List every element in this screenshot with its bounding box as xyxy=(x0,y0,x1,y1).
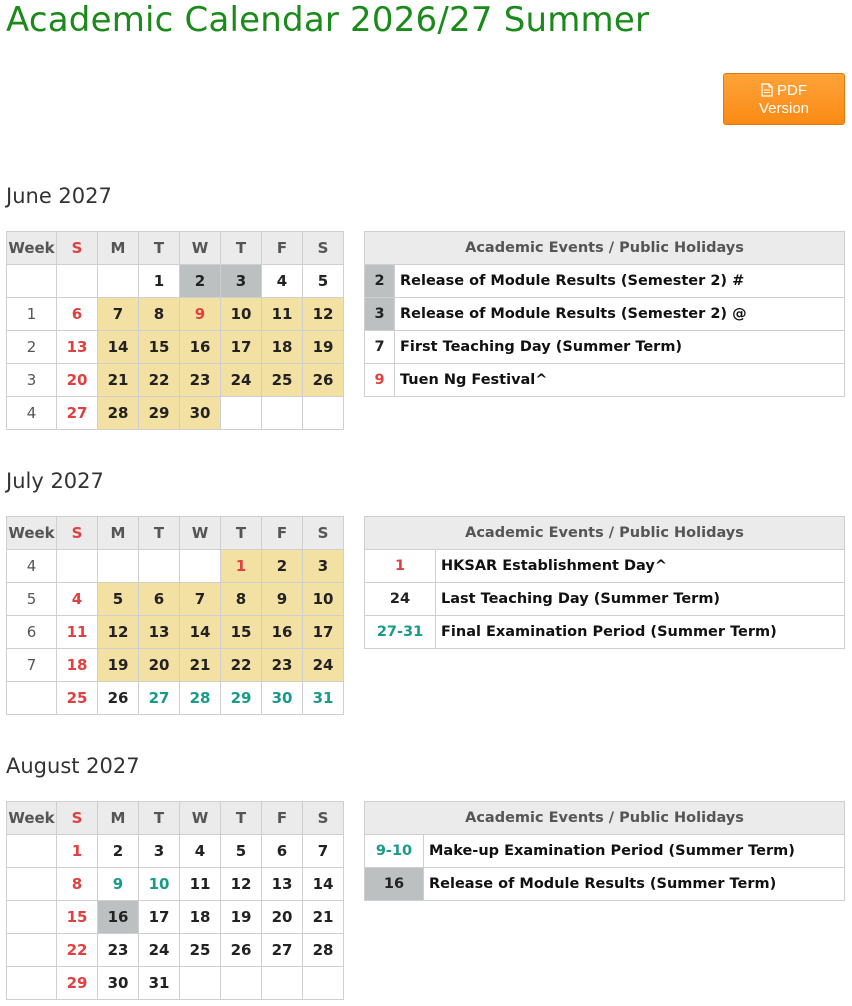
day-cell: 16 xyxy=(180,331,221,364)
day-cell: 29 xyxy=(139,397,180,430)
day-cell: 31 xyxy=(139,967,180,1000)
calendar-week-row xyxy=(7,835,344,868)
events-table-august xyxy=(364,801,845,901)
day-cell: 21 xyxy=(98,364,139,397)
day-cell: 27 xyxy=(262,934,303,967)
week-number xyxy=(7,967,57,1000)
event-row xyxy=(365,868,845,901)
day-cell: 23 xyxy=(180,364,221,397)
day-cell xyxy=(57,265,98,298)
event-row xyxy=(365,835,845,868)
day-cell: 1 xyxy=(221,550,262,583)
header-week: Week xyxy=(7,517,57,550)
day-cell: 3 xyxy=(139,835,180,868)
day-cell xyxy=(262,967,303,1000)
event-row xyxy=(365,364,845,397)
month-heading-july: July 2027 xyxy=(6,469,104,493)
header-sun: S xyxy=(57,517,98,550)
day-cell: 8 xyxy=(221,583,262,616)
day-cell: 26 xyxy=(98,682,139,715)
event-row xyxy=(365,616,845,649)
calendar-week-row xyxy=(7,583,344,616)
day-cell: 21 xyxy=(303,901,344,934)
event-text: Last Teaching Day (Summer Term) xyxy=(436,583,845,616)
event-date: 24 xyxy=(365,583,436,616)
day-cell xyxy=(303,967,344,1000)
header-thu: T xyxy=(221,517,262,550)
day-cell: 22 xyxy=(221,649,262,682)
day-cell: 27 xyxy=(57,397,98,430)
calendar-week-row xyxy=(7,682,344,715)
header-sun: S xyxy=(57,232,98,265)
day-cell: 20 xyxy=(139,649,180,682)
day-cell: 1 xyxy=(57,835,98,868)
header-wed: W xyxy=(180,517,221,550)
day-cell: 19 xyxy=(303,331,344,364)
day-cell: 20 xyxy=(262,901,303,934)
day-cell: 12 xyxy=(221,868,262,901)
day-cell: 18 xyxy=(57,649,98,682)
day-cell: 9 xyxy=(180,298,221,331)
day-cell: 8 xyxy=(139,298,180,331)
event-date: 1 xyxy=(365,550,436,583)
day-cell: 10 xyxy=(303,583,344,616)
calendar-header-row xyxy=(7,517,344,550)
header-sun: S xyxy=(57,802,98,835)
day-cell: 11 xyxy=(180,868,221,901)
event-date: 9-10 xyxy=(365,835,424,868)
day-cell: 30 xyxy=(98,967,139,1000)
day-cell xyxy=(57,550,98,583)
events-table-july xyxy=(364,516,845,649)
event-date: 9 xyxy=(365,364,395,397)
day-cell: 24 xyxy=(303,649,344,682)
day-cell: 31 xyxy=(303,682,344,715)
event-text: Tuen Ng Festival^ xyxy=(395,364,845,397)
event-row xyxy=(365,550,845,583)
week-number: 4 xyxy=(7,397,57,430)
day-cell: 11 xyxy=(57,616,98,649)
day-cell: 25 xyxy=(262,364,303,397)
event-date: 3 xyxy=(365,298,395,331)
day-cell: 9 xyxy=(262,583,303,616)
day-cell xyxy=(98,265,139,298)
day-cell: 3 xyxy=(221,265,262,298)
events-table-june xyxy=(364,231,845,397)
day-cell: 28 xyxy=(303,934,344,967)
events-header: Academic Events / Public Holidays xyxy=(365,517,845,550)
day-cell: 6 xyxy=(57,298,98,331)
day-cell: 15 xyxy=(221,616,262,649)
week-number: 4 xyxy=(7,550,57,583)
day-cell: 20 xyxy=(57,364,98,397)
day-cell: 10 xyxy=(139,868,180,901)
day-cell: 23 xyxy=(262,649,303,682)
day-cell: 17 xyxy=(221,331,262,364)
day-cell: 29 xyxy=(57,967,98,1000)
header-sat: S xyxy=(303,232,344,265)
day-cell: 28 xyxy=(98,397,139,430)
day-cell: 15 xyxy=(139,331,180,364)
day-cell: 18 xyxy=(262,331,303,364)
header-tue: T xyxy=(139,517,180,550)
calendar-week-row xyxy=(7,901,344,934)
day-cell: 19 xyxy=(98,649,139,682)
day-cell: 27 xyxy=(139,682,180,715)
day-cell: 5 xyxy=(98,583,139,616)
day-cell xyxy=(180,967,221,1000)
day-cell: 7 xyxy=(98,298,139,331)
day-cell: 12 xyxy=(98,616,139,649)
event-text: First Teaching Day (Summer Term) xyxy=(395,331,845,364)
day-cell: 7 xyxy=(303,835,344,868)
events-header: Academic Events / Public Holidays xyxy=(365,802,845,835)
event-row xyxy=(365,331,845,364)
header-week: Week xyxy=(7,802,57,835)
header-mon: M xyxy=(98,517,139,550)
week-number: 6 xyxy=(7,616,57,649)
pdf-button-line2: Version xyxy=(758,100,810,117)
week-number xyxy=(7,901,57,934)
event-text: Final Examination Period (Summer Term) xyxy=(436,616,845,649)
header-sat: S xyxy=(303,517,344,550)
day-cell: 26 xyxy=(303,364,344,397)
calendar-week-row xyxy=(7,868,344,901)
month-heading-june: June 2027 xyxy=(6,184,112,208)
day-cell: 13 xyxy=(139,616,180,649)
event-date: 27-31 xyxy=(365,616,436,649)
day-cell: 16 xyxy=(98,901,139,934)
event-date: 16 xyxy=(365,868,424,901)
day-cell: 13 xyxy=(57,331,98,364)
day-cell xyxy=(221,397,262,430)
pdf-file-icon xyxy=(761,83,773,101)
calendar-week-row xyxy=(7,616,344,649)
day-cell: 3 xyxy=(303,550,344,583)
header-sat: S xyxy=(303,802,344,835)
day-cell: 2 xyxy=(98,835,139,868)
header-thu: T xyxy=(221,232,262,265)
day-cell: 7 xyxy=(180,583,221,616)
header-mon: M xyxy=(98,232,139,265)
day-cell xyxy=(262,397,303,430)
calendar-week-row xyxy=(7,298,344,331)
header-wed: W xyxy=(180,802,221,835)
week-number: 5 xyxy=(7,583,57,616)
day-cell: 29 xyxy=(221,682,262,715)
event-text: HKSAR Establishment Day^ xyxy=(436,550,845,583)
day-cell: 6 xyxy=(139,583,180,616)
day-cell: 4 xyxy=(57,583,98,616)
day-cell: 30 xyxy=(262,682,303,715)
event-row xyxy=(365,265,845,298)
week-number: 2 xyxy=(7,331,57,364)
week-number: 1 xyxy=(7,298,57,331)
day-cell: 1 xyxy=(139,265,180,298)
header-thu: T xyxy=(221,802,262,835)
calendar-july xyxy=(6,516,344,715)
day-cell xyxy=(180,550,221,583)
week-number xyxy=(7,265,57,298)
week-number xyxy=(7,682,57,715)
event-date: 7 xyxy=(365,331,395,364)
calendar-header-row xyxy=(7,232,344,265)
week-number xyxy=(7,835,57,868)
day-cell: 5 xyxy=(221,835,262,868)
day-cell: 15 xyxy=(57,901,98,934)
day-cell: 25 xyxy=(180,934,221,967)
pdf-version-button[interactable] xyxy=(723,73,845,125)
day-cell xyxy=(221,967,262,1000)
calendar-week-row xyxy=(7,331,344,364)
calendar-june xyxy=(6,231,344,430)
header-mon: M xyxy=(98,802,139,835)
header-tue: T xyxy=(139,232,180,265)
calendar-week-row xyxy=(7,649,344,682)
day-cell: 17 xyxy=(139,901,180,934)
header-wed: W xyxy=(180,232,221,265)
calendar-week-row xyxy=(7,550,344,583)
page-title: Academic Calendar 2026/27 Summer xyxy=(6,0,650,40)
day-cell: 14 xyxy=(98,331,139,364)
day-cell: 25 xyxy=(57,682,98,715)
day-cell: 12 xyxy=(303,298,344,331)
event-text: Release of Module Results (Semester 2) # xyxy=(395,265,845,298)
calendar-august xyxy=(6,801,344,1000)
day-cell: 9 xyxy=(98,868,139,901)
day-cell: 24 xyxy=(139,934,180,967)
day-cell: 28 xyxy=(180,682,221,715)
event-text: Release of Module Results (Semester 2) @ xyxy=(395,298,845,331)
day-cell xyxy=(139,550,180,583)
day-cell xyxy=(98,550,139,583)
pdf-button-line1: PDF xyxy=(777,82,807,99)
header-week: Week xyxy=(7,232,57,265)
week-number xyxy=(7,868,57,901)
event-row xyxy=(365,298,845,331)
day-cell: 11 xyxy=(262,298,303,331)
header-fri: F xyxy=(262,232,303,265)
day-cell: 8 xyxy=(57,868,98,901)
day-cell: 22 xyxy=(139,364,180,397)
event-row xyxy=(365,583,845,616)
day-cell: 24 xyxy=(221,364,262,397)
event-date: 2 xyxy=(365,265,395,298)
day-cell: 5 xyxy=(303,265,344,298)
day-cell: 2 xyxy=(180,265,221,298)
calendar-week-row xyxy=(7,967,344,1000)
day-cell: 10 xyxy=(221,298,262,331)
calendar-week-row xyxy=(7,397,344,430)
day-cell: 22 xyxy=(57,934,98,967)
header-fri: F xyxy=(262,517,303,550)
day-cell: 14 xyxy=(180,616,221,649)
header-fri: F xyxy=(262,802,303,835)
day-cell: 30 xyxy=(180,397,221,430)
month-heading-august: August 2027 xyxy=(6,754,140,778)
day-cell: 14 xyxy=(303,868,344,901)
week-number: 3 xyxy=(7,364,57,397)
calendar-week-row xyxy=(7,364,344,397)
event-text: Release of Module Results (Summer Term) xyxy=(424,868,845,901)
calendar-week-row xyxy=(7,265,344,298)
events-header: Academic Events / Public Holidays xyxy=(365,232,845,265)
day-cell xyxy=(303,397,344,430)
day-cell: 6 xyxy=(262,835,303,868)
day-cell: 16 xyxy=(262,616,303,649)
calendar-header-row xyxy=(7,802,344,835)
day-cell: 21 xyxy=(180,649,221,682)
day-cell: 4 xyxy=(262,265,303,298)
day-cell: 4 xyxy=(180,835,221,868)
event-text: Make-up Examination Period (Summer Term) xyxy=(424,835,845,868)
week-number: 7 xyxy=(7,649,57,682)
calendar-week-row xyxy=(7,934,344,967)
week-number xyxy=(7,934,57,967)
day-cell: 13 xyxy=(262,868,303,901)
day-cell: 19 xyxy=(221,901,262,934)
header-tue: T xyxy=(139,802,180,835)
day-cell: 17 xyxy=(303,616,344,649)
day-cell: 26 xyxy=(221,934,262,967)
day-cell: 23 xyxy=(98,934,139,967)
day-cell: 18 xyxy=(180,901,221,934)
day-cell: 2 xyxy=(262,550,303,583)
